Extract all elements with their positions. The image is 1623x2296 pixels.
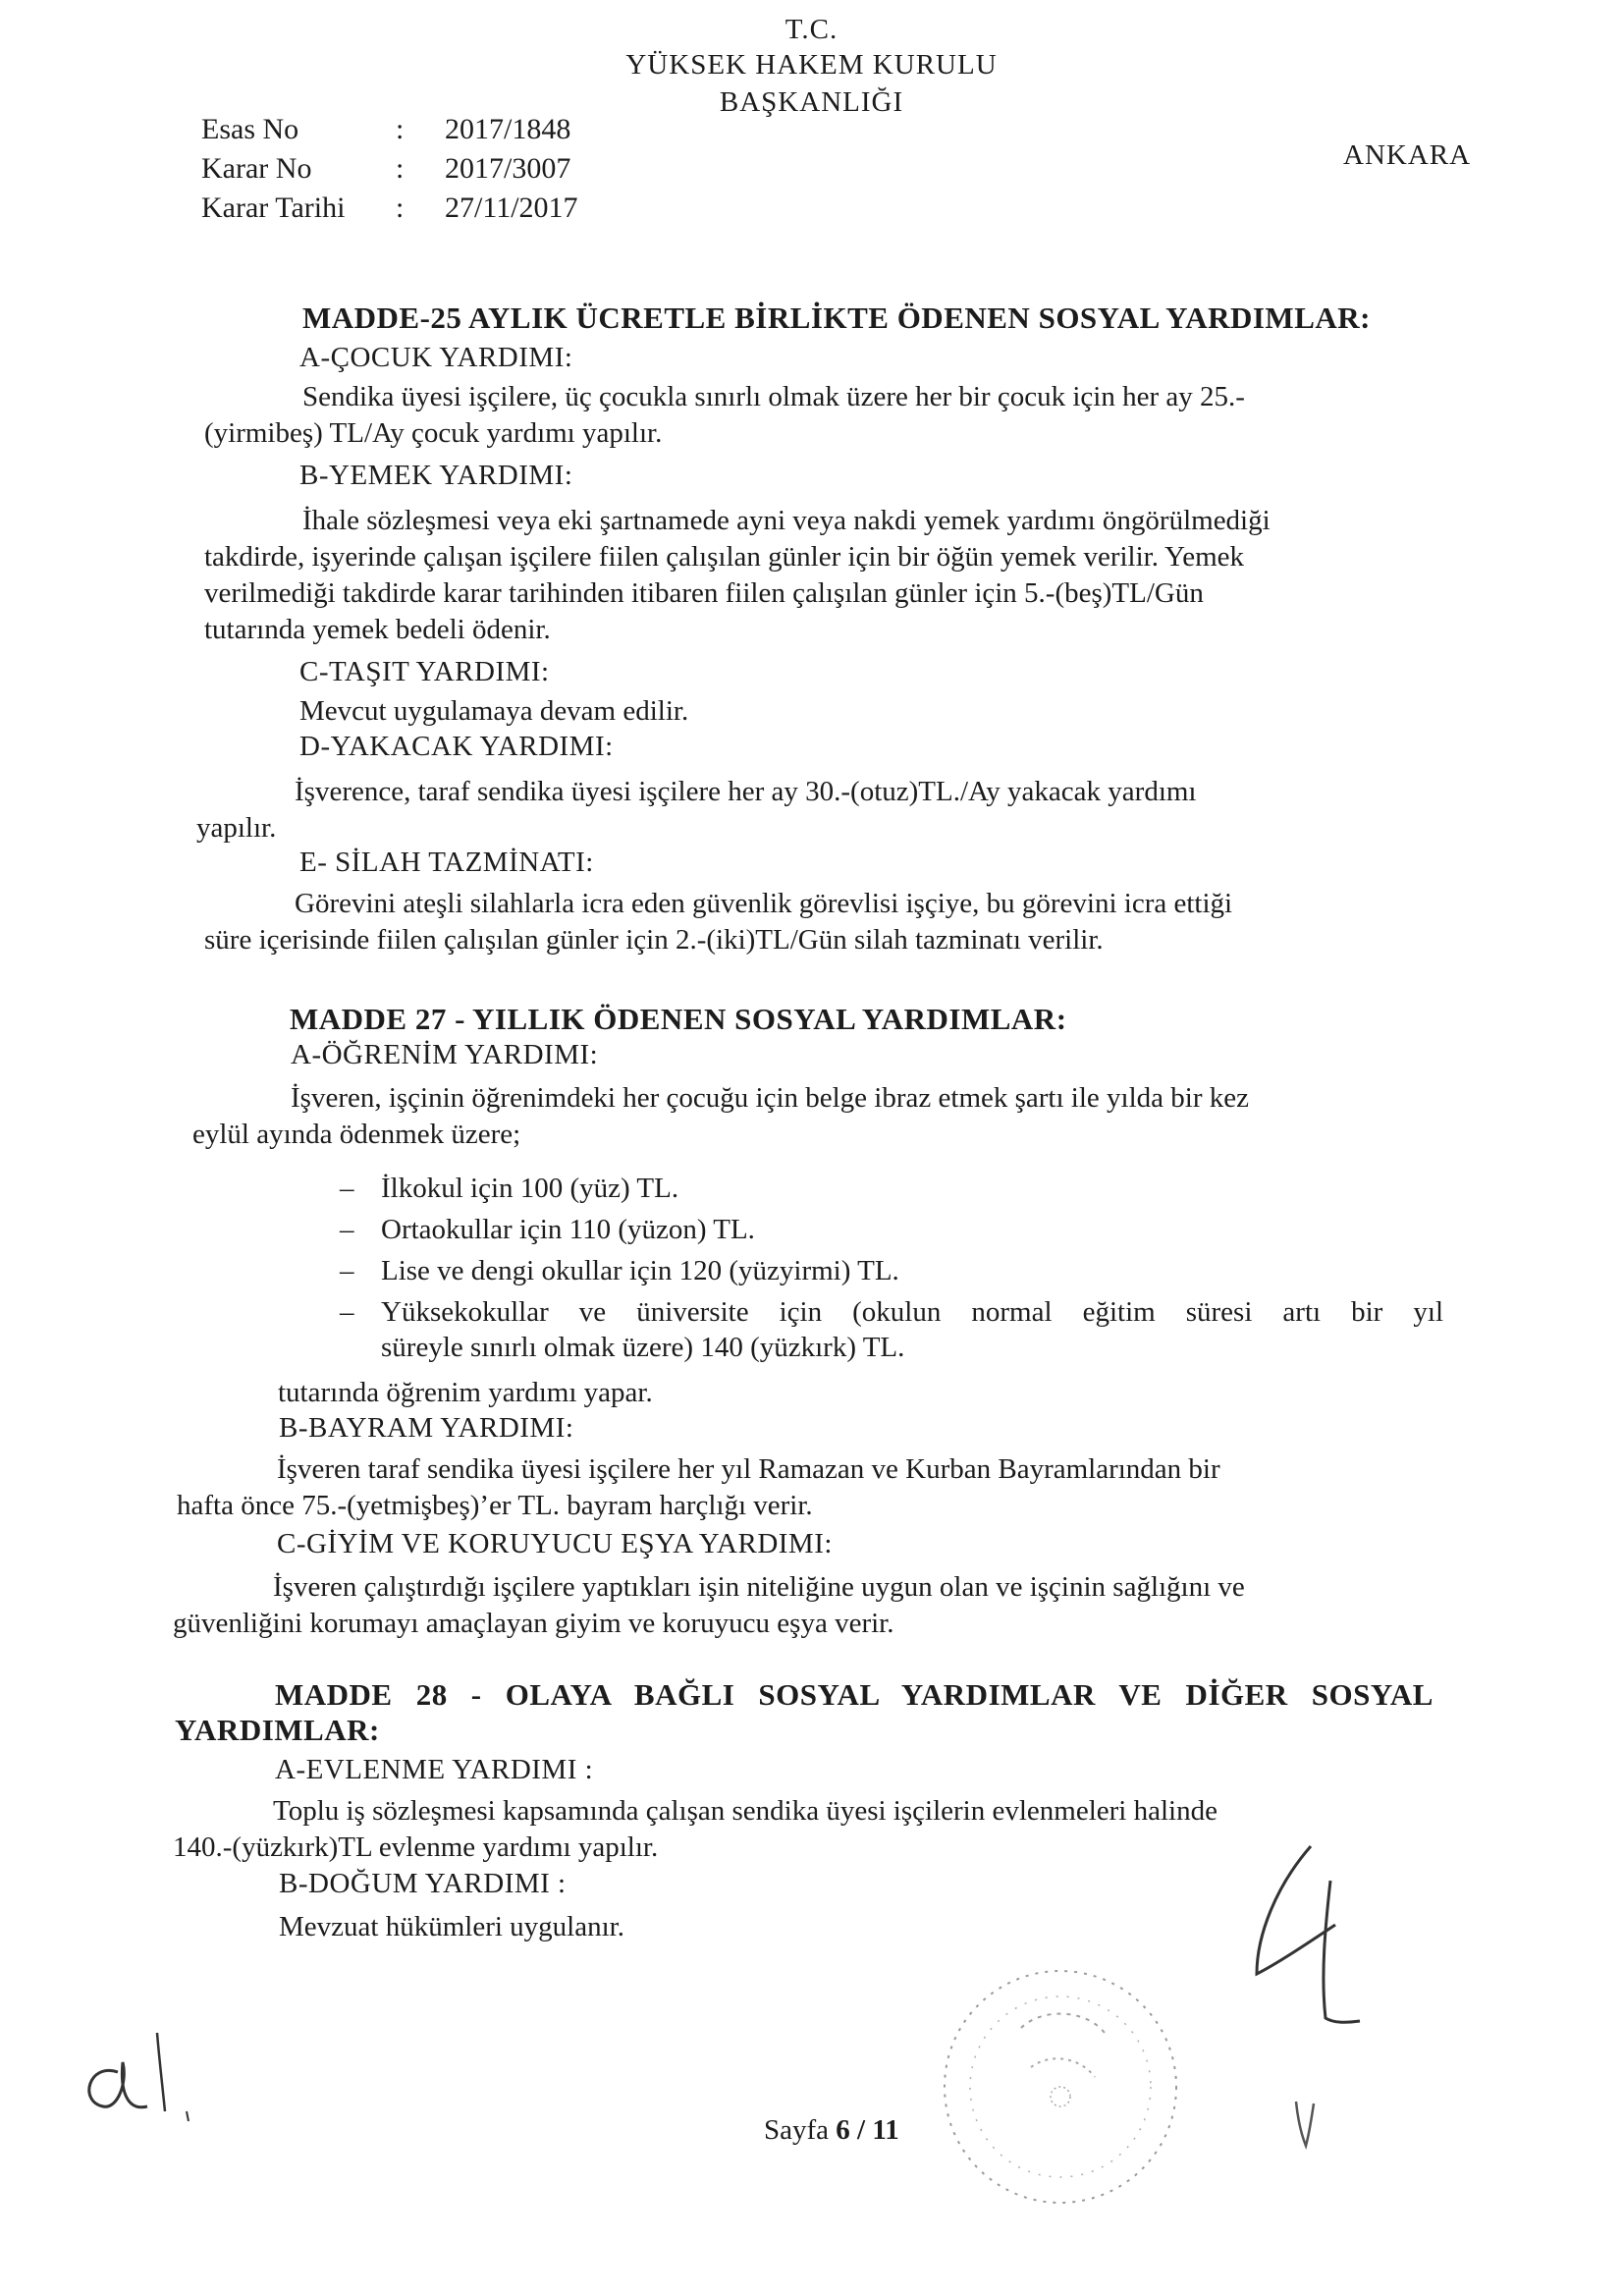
madde25-d-title: D-YAKACAK YARDIMI: [299,731,614,762]
madde25-a-title: A-ÇOCUK YARDIMI: [299,342,573,373]
madde27-title: MADDE 27 - YILLIK ÖDENEN SOSYAL YARDIMLAR: [290,1002,1067,1036]
page-number [764,2114,899,2147]
stamp-seal [913,1949,1208,2224]
header-institution [0,47,1623,82]
madde27-a-text: İşveren, işçinin öğrenimdeki her çocuğu için belge ibraz etmek şartı ile yılda bir kez eylül ayında ödenmek üzere; [192,1082,1249,1150]
initials-mark [49,2013,206,2131]
madde28-b-text: Mevzuat hükümleri uygulanır. [279,1911,624,1942]
madde28-a-title: A-EVLENME YARDIMI : [275,1754,594,1785]
madde25-d-text: İşverence, taraf sendika üyesi işçilere her ay 30.-(otuz)TL./Ay yakacak yardımı yapılır. [196,776,1197,844]
madde28-title: MADDE 28 - OLAYA BAĞLI SOSYAL YARDIMLAR VE DİĞER SOSYAL YARDIMLAR: [175,1677,1434,1747]
madde27-a-title: A-ÖĞRENİM YARDIMI: [291,1039,599,1070]
madde25-e-title: E- SİLAH TAZMİNATI: [299,847,594,878]
page-separator: / [857,2114,866,2146]
header-line2: YÜKSEK HAKEM KURULU [625,49,998,81]
small-mark [1286,2092,1325,2160]
madde28-b-title: B-DOĞUM YARDIMI : [279,1868,567,1899]
header-line1: T.C. [784,14,839,45]
meta-label: Karar Tarihi [201,191,346,224]
meta-row-karar: Karar No : 2017/3007 [201,149,578,189]
page-total: 11 [872,2114,899,2146]
signature-mark [1217,1827,1375,2043]
madde27-b-title: B-BAYRAM YARDIMI: [279,1412,574,1444]
list-item: – İlkokul için 100 (yüz) TL. [340,1173,679,1204]
meta-value: 27/11/2017 [445,191,578,224]
madde27-b-text: İşveren taraf sendika üyesi işçilere her yıl Ramazan ve Kurban Bayramlarından bir hafta önce 75.-(yetmişbeş)’er TL. bayram harçlığı verir. [177,1453,1220,1521]
page-current: 6 [836,2114,850,2146]
madde25-b-text: İhale sözleşmesi veya eki şartnamede ayni veya nakdi yemek yardımı öngörülmediği takdirde, işyerinde çalışan işçilere fiilen çalışılan günler için bir öğün yemek verilir. Yemek verilmediği takdirde karar tarihinden itibaren fiilen çalışılan günler için 5.-(beş)TL/Gün tutarında yemek bedeli ödenir. [204,505,1271,645]
madde28-a-text: Toplu iş sözleşmesi kapsamında çalışan sendika üyesi işçilerin evlenmeleri halinde 140.-(yüzkırk)TL evlenme yardımı yapılır. [173,1795,1217,1863]
meta-label: Karar No [201,152,312,185]
madde27-a-after: tutarında öğrenim yardımı yapar. [278,1377,653,1408]
meta-label: Esas No [201,113,299,145]
madde25-a-text: Sendika üyesi işçilere, üç çocukla sınırlı olmak üzere her bir çocuk için her ay 25.- (yirmibeş) TL/Ay çocuk yardımı yapılır. [204,381,1245,449]
madde25-e-text: Görevini ateşli silahlarla icra eden güvenlik görevlisi işçiye, bu görevini icra ettiği süre içerisinde fiilen çalışılan günler için 2.-(iki)TL/Gün silah tazminatı verilir. [204,888,1233,956]
madde27-c-title: C-GİYİM VE KORUYUCU EŞYA YARDIMI: [277,1528,833,1559]
case-meta [201,110,578,228]
meta-row-esas: Esas No : 2017/1848 [201,110,578,149]
list-item: – Lise ve dengi okullar için 120 (yüzyirmi) TL. [340,1255,899,1286]
madde25-c-text: Mevcut uygulamaya devam edilir. [299,695,689,727]
header-line3: BAŞKANLIĞI [719,86,904,118]
madde27-c-text: İşveren çalıştırdığı işçilere yaptıkları işin niteliğine uygun olan ve işçinin sağlığını ve güvenliğini korumayı amaçlayan giyim ve koruyucu eşya verir. [173,1571,1245,1639]
madde25-c-title: C-TAŞIT YARDIMI: [299,656,550,687]
header-tc [0,12,1623,47]
city-label: ANKARA [1343,139,1472,171]
meta-row-tarih: Karar Tarihi : 27/11/2017 [201,189,578,228]
meta-value: 2017/1848 [445,113,571,145]
madde25-b-title: B-YEMEK YARDIMI: [299,460,573,491]
list-item: – Ortaokullar için 110 (yüzon) TL. [340,1214,755,1245]
meta-value: 2017/3007 [445,152,571,185]
madde25-title: MADDE-25 AYLIK ÜCRETLE BİRLİKTE ÖDENEN SOSYAL YARDIMLAR: [302,301,1371,335]
list-item: – Yüksekokullar ve üniversite için (okulun normal eğitim süresi artı bir yıl süreyle sınırlı olmak üzere) 140 (yüzkırk) TL. [340,1296,1443,1363]
page-label: Sayfa [764,2114,830,2146]
